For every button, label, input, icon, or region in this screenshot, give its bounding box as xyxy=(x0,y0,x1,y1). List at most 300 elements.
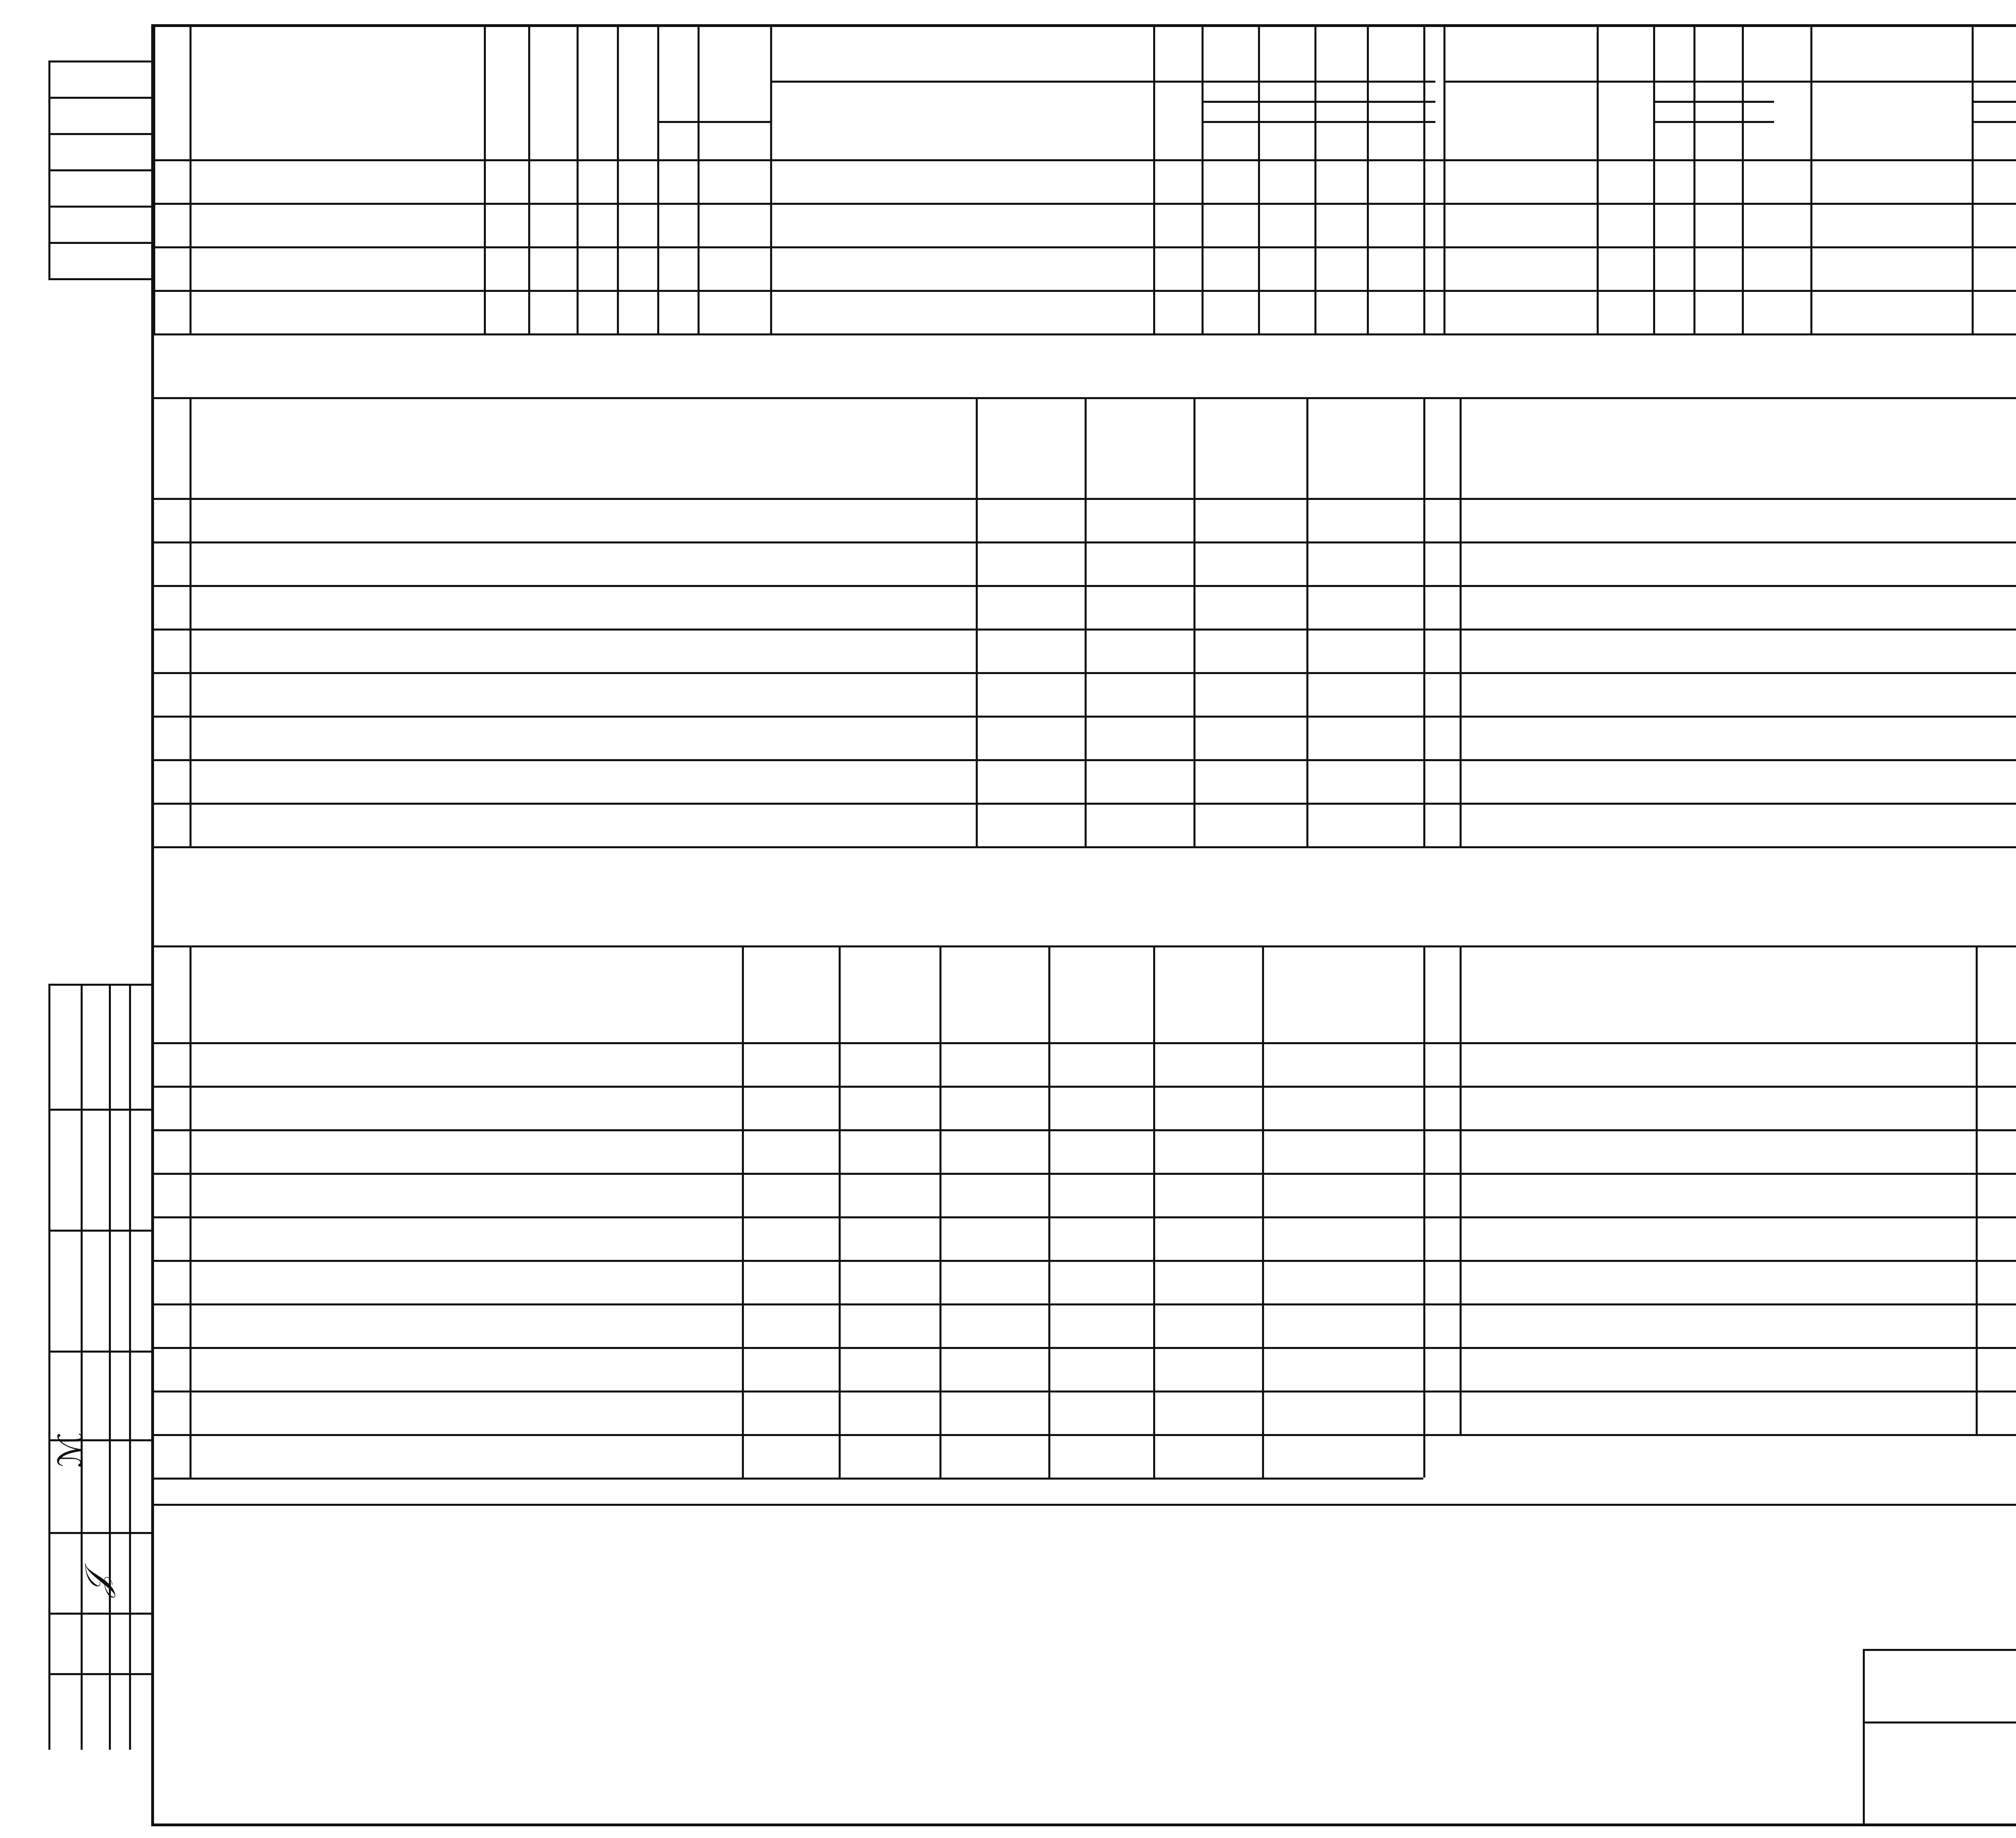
material-c1 xyxy=(1976,1347,2016,1390)
work-text xyxy=(190,716,976,759)
works-header-c1 xyxy=(976,397,1085,498)
spec-header-name xyxy=(190,945,742,1042)
material-number xyxy=(1423,1303,1460,1347)
work-number xyxy=(153,629,190,672)
work-text xyxy=(1460,716,2016,759)
title-block-rule xyxy=(1863,1721,2016,1724)
works-header-c3 xyxy=(1193,397,1306,498)
material-c5 xyxy=(1153,1216,1262,1260)
material-c1 xyxy=(742,1347,839,1390)
material-name xyxy=(1460,1390,1976,1434)
material-number xyxy=(153,1129,190,1173)
margin-rule xyxy=(81,984,83,1750)
material-c2 xyxy=(839,1347,939,1390)
material-c4 xyxy=(1048,1260,1153,1303)
header-surf xyxy=(657,28,770,119)
main-vol-unit xyxy=(1314,159,1367,203)
work-number xyxy=(1423,541,1460,585)
spec-header-c2 xyxy=(839,945,939,1042)
margin-rule xyxy=(48,242,151,244)
objects-subheader-rule xyxy=(1972,101,2016,103)
surf-unit xyxy=(657,246,698,290)
material-name xyxy=(190,1390,742,1434)
work-number xyxy=(1423,629,1460,672)
protect-surf-total xyxy=(1693,203,1742,246)
protect-thickness xyxy=(1597,290,1653,333)
object-name xyxy=(190,290,484,333)
work-text xyxy=(1460,498,2016,541)
material-c3 xyxy=(939,1129,1048,1173)
margin-rule xyxy=(48,1351,151,1353)
material-name xyxy=(190,1042,742,1086)
material-c5 xyxy=(1153,1129,1262,1173)
material-c3 xyxy=(939,1173,1048,1216)
margin-rule xyxy=(48,1230,151,1232)
protect-thickness xyxy=(1597,159,1653,203)
thickness xyxy=(1153,290,1202,333)
works-header-name xyxy=(190,397,976,498)
work-c3 xyxy=(1193,716,1306,759)
material-number xyxy=(1423,1347,1460,1390)
diameter xyxy=(577,159,617,203)
protect-surf-unit xyxy=(1653,159,1693,203)
material-c5 xyxy=(1153,1042,1262,1086)
qty xyxy=(528,290,577,333)
notes-title xyxy=(1048,1536,1411,1568)
material-number xyxy=(1423,1216,1460,1260)
material-name xyxy=(1460,1216,1976,1260)
material-c2 xyxy=(839,1434,939,1478)
material-number xyxy=(1423,1173,1460,1216)
finish-name xyxy=(1810,203,1972,246)
material-c4 xyxy=(1048,1173,1153,1216)
header-unit xyxy=(1972,121,2016,159)
work-text xyxy=(1460,629,2016,672)
finish-surf-unit xyxy=(1972,203,2016,246)
main-layer-name xyxy=(770,246,1153,290)
diameter xyxy=(577,203,617,246)
material-name xyxy=(1460,1042,1976,1086)
header-nn xyxy=(153,32,190,153)
margin-rule xyxy=(129,984,131,1750)
row-number xyxy=(153,203,190,246)
margin-rule xyxy=(48,133,151,135)
main-surf-total xyxy=(1258,203,1314,246)
spec-header-c3 xyxy=(939,945,1048,1042)
main-layer-name xyxy=(770,159,1153,203)
main-layer-name xyxy=(770,203,1153,246)
signature-mark: ℳ xyxy=(52,1432,90,1467)
protect-name xyxy=(1443,246,1597,290)
material-c5 xyxy=(1153,1303,1262,1347)
objects-subheader-rule xyxy=(1202,101,1435,103)
spec-header-name xyxy=(1460,945,1976,1042)
main-surf-total xyxy=(1258,246,1314,290)
object-name xyxy=(190,268,484,290)
work-c4 xyxy=(1306,672,1423,716)
material-c4 xyxy=(1048,1434,1153,1478)
material-c1 xyxy=(742,1260,839,1303)
work-c3 xyxy=(1193,629,1306,672)
work-c4 xyxy=(1306,498,1423,541)
material-name xyxy=(190,1216,742,1260)
works-header-c2 xyxy=(1085,397,1193,498)
spec-header-c6 xyxy=(1262,945,1423,1042)
header-total xyxy=(698,121,770,159)
main-surf-unit xyxy=(1202,290,1258,333)
header-main-layer xyxy=(770,28,1435,81)
surf-unit xyxy=(657,290,698,333)
finish-surf-unit xyxy=(1972,246,2016,290)
work-c2 xyxy=(1085,541,1193,585)
spec-row-rule xyxy=(1423,1434,2016,1436)
spec-header-nn xyxy=(153,945,190,1042)
margin-rule xyxy=(48,984,50,1750)
work-c2 xyxy=(1085,629,1193,672)
work-c3 xyxy=(1193,498,1306,541)
main-vol-total xyxy=(1367,290,1423,333)
material-c1 xyxy=(1976,1303,2016,1347)
protect-surf-total xyxy=(1693,290,1742,333)
main-vol-unit xyxy=(1314,290,1367,333)
material-gost xyxy=(1262,1303,1423,1347)
work-number xyxy=(153,716,190,759)
protect-thickness xyxy=(1597,203,1653,246)
material-c1 xyxy=(742,1390,839,1434)
margin-rule xyxy=(48,206,151,208)
work-c4 xyxy=(1306,629,1423,672)
protect-name xyxy=(1443,290,1597,333)
material-c5 xyxy=(1153,1173,1262,1216)
work-c3 xyxy=(1193,672,1306,716)
material-c1 xyxy=(742,1173,839,1216)
object-name xyxy=(190,203,484,225)
margin-rule xyxy=(48,984,151,986)
material-number xyxy=(153,1434,190,1478)
qty xyxy=(528,203,577,246)
material-number xyxy=(1423,1086,1460,1129)
protect-name xyxy=(1443,159,1597,203)
margin-rule xyxy=(48,1532,151,1534)
material-number xyxy=(153,1173,190,1216)
material-c3 xyxy=(939,1216,1048,1260)
work-text xyxy=(190,541,976,585)
row-number xyxy=(153,159,190,203)
material-number xyxy=(1423,1042,1460,1086)
material-c1 xyxy=(742,1042,839,1086)
object-name xyxy=(190,159,484,181)
work-number xyxy=(1423,759,1460,803)
work-text xyxy=(190,672,976,716)
work-c1 xyxy=(976,803,1085,846)
material-number xyxy=(153,1216,190,1260)
finish-surf-unit xyxy=(1972,290,2016,333)
work-c4 xyxy=(1306,803,1423,846)
protect-surf-unit xyxy=(1653,246,1693,290)
material-c2 xyxy=(839,1216,939,1260)
material-name xyxy=(190,1260,742,1303)
work-number xyxy=(153,498,190,541)
material-c4 xyxy=(1048,1086,1153,1129)
surf-unit xyxy=(657,159,698,203)
spec-bottom-rule xyxy=(153,1478,1423,1480)
header-unit xyxy=(1653,121,1693,159)
material-c3 xyxy=(939,1303,1048,1347)
length xyxy=(617,203,657,246)
material-number xyxy=(153,1347,190,1390)
material-number xyxy=(153,1390,190,1434)
work-number xyxy=(153,803,190,846)
work-text xyxy=(1460,803,2016,846)
margin-rule xyxy=(48,278,151,280)
surf-total xyxy=(698,246,770,290)
work-number xyxy=(153,759,190,803)
material-number xyxy=(1423,1129,1460,1173)
qty xyxy=(528,159,577,203)
surf-total xyxy=(698,159,770,203)
diameter xyxy=(577,290,617,333)
material-c4 xyxy=(1048,1216,1153,1260)
work-c2 xyxy=(1085,672,1193,716)
works-header-nn xyxy=(153,397,190,498)
material-gost xyxy=(1262,1260,1423,1303)
works-title xyxy=(927,347,1814,391)
header-total xyxy=(1258,121,1314,159)
work-text xyxy=(1460,585,2016,629)
signature-mark: 𝒥 xyxy=(78,1574,116,1597)
main-surf-unit xyxy=(1202,159,1258,203)
margin-rule xyxy=(109,984,111,1750)
material-c1 xyxy=(742,1434,839,1478)
material-name xyxy=(1460,1129,1976,1173)
material-c1 xyxy=(1976,1042,2016,1086)
material-c2 xyxy=(839,1260,939,1303)
work-number xyxy=(153,585,190,629)
main-surf-unit xyxy=(1202,203,1258,246)
finish-name xyxy=(1810,159,1972,203)
material-number xyxy=(153,1086,190,1129)
material-c2 xyxy=(839,1173,939,1216)
objects-row-rule xyxy=(153,333,2016,335)
header-surf-m2 xyxy=(1653,81,1774,101)
work-c2 xyxy=(1085,585,1193,629)
work-number xyxy=(1423,803,1460,846)
material-c5 xyxy=(1153,1434,1262,1478)
material-c2 xyxy=(839,1086,939,1129)
work-c3 xyxy=(1193,541,1306,585)
object-name xyxy=(190,246,484,268)
section-rule xyxy=(153,1504,2016,1506)
main-vol-unit xyxy=(1314,203,1367,246)
material-gost xyxy=(1262,1129,1423,1173)
spec-title xyxy=(927,887,2016,931)
work-c1 xyxy=(976,759,1085,803)
margin-rule xyxy=(48,97,151,99)
works-header-c4 xyxy=(1306,397,1423,498)
diameter xyxy=(577,246,617,290)
protect-surf-total xyxy=(1693,246,1742,290)
material-name xyxy=(190,1347,742,1390)
work-c1 xyxy=(976,672,1085,716)
material-gost xyxy=(1262,1390,1423,1434)
material-c1 xyxy=(742,1129,839,1173)
material-c4 xyxy=(1048,1390,1153,1434)
row-number xyxy=(153,246,190,290)
margin-rule xyxy=(48,169,151,171)
material-c1 xyxy=(742,1303,839,1347)
row-number xyxy=(153,290,190,333)
main-surf-total xyxy=(1258,159,1314,203)
title-block-rule xyxy=(1863,1649,1865,1826)
protect-thickness xyxy=(1597,246,1653,290)
header-finish xyxy=(1810,28,2016,81)
work-c1 xyxy=(976,585,1085,629)
material-name xyxy=(1460,1347,1976,1390)
work-c3 xyxy=(1193,585,1306,629)
work-text xyxy=(190,803,976,846)
work-number xyxy=(1423,498,1460,541)
work-c4 xyxy=(1306,759,1423,803)
material-c4 xyxy=(1048,1303,1153,1347)
header-object-name xyxy=(190,32,484,153)
material-c3 xyxy=(939,1347,1048,1390)
work-c2 xyxy=(1085,716,1193,759)
material-name xyxy=(1460,1173,1976,1216)
qty xyxy=(528,246,577,290)
material-c1 xyxy=(1976,1390,2016,1434)
material-c1 xyxy=(1976,1216,2016,1260)
header-unit xyxy=(1314,121,1367,159)
work-c3 xyxy=(1193,803,1306,846)
spec-header-c4 xyxy=(1048,945,1153,1042)
material-c3 xyxy=(939,1042,1048,1086)
material-c2 xyxy=(839,1390,939,1434)
material-name xyxy=(190,1129,742,1173)
finish-surf-unit xyxy=(1972,159,2016,203)
objects-subheader-rule xyxy=(1653,101,1774,103)
material-c2 xyxy=(839,1042,939,1086)
material-number xyxy=(1423,1260,1460,1303)
material-c4 xyxy=(1048,1042,1153,1086)
works-row-rule xyxy=(153,846,2016,848)
header-unit xyxy=(1202,121,1258,159)
work-c2 xyxy=(1085,498,1193,541)
header-unit xyxy=(657,121,698,159)
protect-surf-total xyxy=(1693,159,1742,203)
objects-col-rule xyxy=(484,24,486,333)
margin-rule xyxy=(48,1673,151,1675)
header-finish-name xyxy=(1810,81,1972,159)
material-c3 xyxy=(939,1390,1048,1434)
material-c5 xyxy=(1153,1347,1262,1390)
material-c3 xyxy=(939,1434,1048,1478)
work-c1 xyxy=(976,541,1085,585)
margin-rule xyxy=(48,60,50,278)
length xyxy=(617,159,657,203)
length xyxy=(617,246,657,290)
spec-header-c1 xyxy=(1976,945,2016,1042)
work-text xyxy=(1460,541,2016,585)
material-c2 xyxy=(839,1303,939,1347)
material-c3 xyxy=(939,1086,1048,1129)
material-name xyxy=(190,1434,742,1478)
work-c2 xyxy=(1085,803,1193,846)
protect-surf-unit xyxy=(1653,290,1693,333)
margin-rule xyxy=(48,60,151,62)
surf-total xyxy=(698,203,770,246)
work-text xyxy=(190,759,976,803)
work-c4 xyxy=(1306,585,1423,629)
work-text xyxy=(1460,672,2016,716)
surf-unit xyxy=(657,203,698,246)
material-c1 xyxy=(1976,1173,2016,1216)
work-c4 xyxy=(1306,541,1423,585)
thickness xyxy=(1153,159,1202,203)
material-name xyxy=(1460,1303,1976,1347)
material-c1 xyxy=(1976,1129,2016,1173)
material-c1 xyxy=(742,1086,839,1129)
material-c1 xyxy=(1976,1260,2016,1303)
main-vol-unit xyxy=(1314,246,1367,290)
material-c4 xyxy=(1048,1129,1153,1173)
header-total xyxy=(1693,121,1742,159)
material-name xyxy=(1460,1260,1976,1303)
material-gost xyxy=(1262,1086,1423,1129)
title-block-rule xyxy=(1863,1649,2016,1651)
material-c1 xyxy=(742,1216,839,1260)
material-gost xyxy=(1262,1216,1423,1260)
work-text xyxy=(1460,759,2016,803)
material-c2 xyxy=(839,1129,939,1173)
margin-rule xyxy=(48,1613,151,1615)
material-gost xyxy=(1262,1347,1423,1390)
material-c1 xyxy=(1976,1086,2016,1129)
header-vol-m3 xyxy=(1314,81,1435,101)
header-surf-m2 xyxy=(1202,81,1314,101)
work-c2 xyxy=(1085,759,1193,803)
work-number xyxy=(1423,585,1460,629)
material-gost xyxy=(1262,1042,1423,1086)
thickness xyxy=(1153,203,1202,246)
main-layer-name xyxy=(770,290,1153,333)
work-c1 xyxy=(976,629,1085,672)
work-text xyxy=(190,498,976,541)
object-name xyxy=(190,225,484,246)
surf-total xyxy=(698,290,770,333)
main-surf-unit xyxy=(1202,246,1258,290)
work-number xyxy=(1423,716,1460,759)
spec-header-c1 xyxy=(742,945,839,1042)
length xyxy=(617,290,657,333)
work-number xyxy=(1423,672,1460,716)
work-text xyxy=(190,629,976,672)
material-c3 xyxy=(939,1260,1048,1303)
finish-name xyxy=(1810,290,1972,333)
finish-name xyxy=(1810,246,1972,290)
main-vol-total xyxy=(1367,159,1423,203)
material-c5 xyxy=(1153,1260,1262,1303)
margin-rule xyxy=(48,1109,151,1111)
spec-header-c5 xyxy=(1153,945,1262,1042)
main-vol-total xyxy=(1367,203,1423,246)
material-gost xyxy=(1262,1173,1423,1216)
work-number xyxy=(153,672,190,716)
work-c1 xyxy=(976,498,1085,541)
header-main-name xyxy=(770,81,1153,159)
protect-name xyxy=(1443,203,1597,246)
material-number xyxy=(153,1042,190,1086)
work-number xyxy=(153,541,190,585)
